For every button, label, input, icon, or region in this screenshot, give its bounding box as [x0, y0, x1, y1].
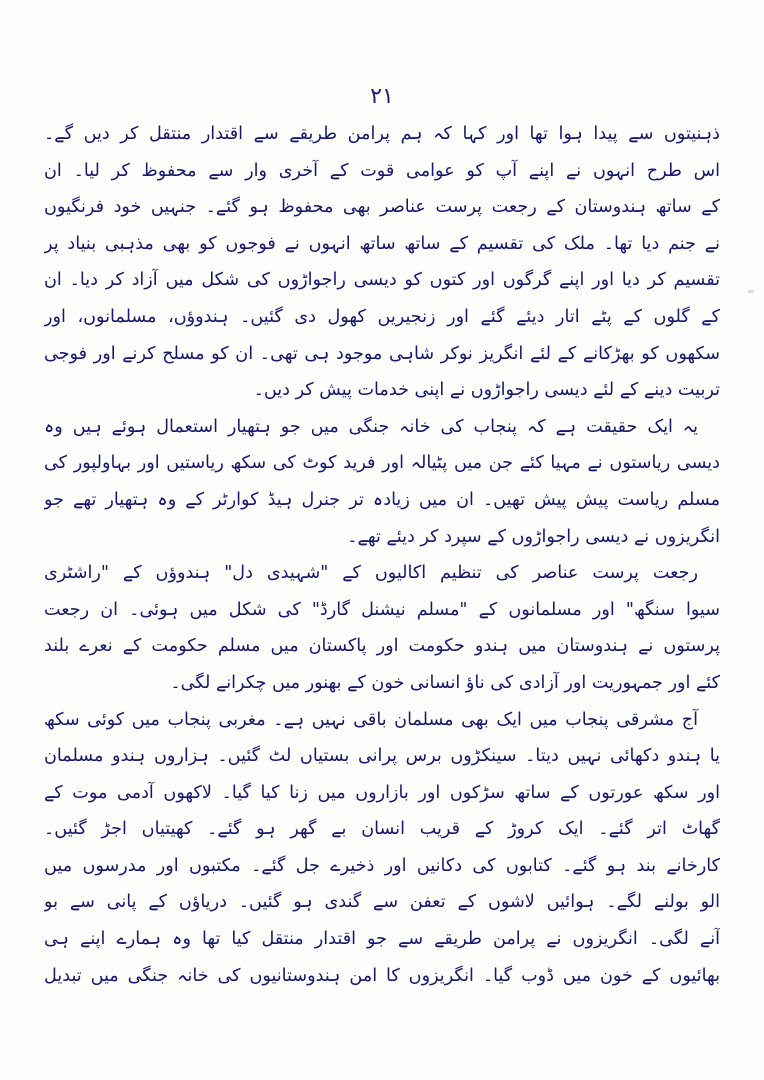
text-line: گھاٹ اتر گئے۔ ایک کروڑ کے قریب انسان بے گھر ہو گئے۔ کھیتیاں اجڑ گئیں۔: [44, 819, 720, 840]
text-line: کے ساتھ ہندوستان کے رجعت پرست عناصر بھی محفوظ ہو گئے۔ جنہیں خود فرنگیوں: [44, 197, 720, 218]
body-text: [44, 116, 720, 994]
page-number: ۲۱: [370, 84, 394, 109]
text-line: اور سکھ عورتوں کے ساتھ سڑکوں اور بازاروں میں زنا کیا گیا۔ لاکھوں آدمی موت کے: [44, 782, 720, 803]
text-line: نے جنم دیا تھا۔ ملک کی تقسیم کے ساتھ ساتھ انہوں نے فوجوں کو بھی مذہبی بنیاد پر: [44, 233, 720, 254]
paragraph-2: [44, 409, 720, 555]
text-line: آنے لگی۔ انگریزوں نے پرامن طریقے سے جو اقتدار منتقل کیا تھا وہ ہمارے اپنے ہی: [44, 929, 720, 950]
text-line: سیوا سنگھ" اور مسلمانوں کے "مسلم نیشنل گارڈ" کی شکل میں ہوئی۔ ان رجعت: [44, 599, 720, 620]
text-line: تربیت دینے کے لئے دیسی راجواڑوں نے اپنی خدمات پیش کر دیں۔: [253, 380, 720, 401]
text-line: پرستوں نے ہندوستان میں ہندو حکومت اور پاکستان میں مسلم حکومت کے نعرے بلند: [44, 636, 720, 657]
text-line: سکھوں کو بھڑکانے کے لئے انگریز نوکر شاہی موجود ہی تھی۔ ان کو مسلح کرنے اور فوجی: [44, 343, 720, 364]
text-line: کے گلوں کے پٹے اتار دیئے گئے اور زنجیریں کھول دی گئیں۔ ہندوؤں، مسلمانوں، اور: [44, 306, 720, 327]
text-line: الو بولنے لگے۔ ہوائیں لاشوں کے تعفن سے گندی ہو گئیں۔ دریاؤں کے پانی سے بو: [44, 892, 720, 913]
text-line: آج مشرقی پنجاب میں ایک بھی مسلمان باقی نہیں ہے۔ مغربی پنجاب میں کوئی سکھ: [44, 709, 698, 730]
text-line: مسلم ریاست پیش پیش تھیں۔ ان میں زیادہ تر جنرل ہیڈ کوارٹر کے وہ ہتھیار تھے جو: [44, 489, 720, 510]
text-line: یہ ایک حقیقت ہے کہ پنجاب کی خانہ جنگی میں جو ہتھیار استعمال ہوئے ہیں وہ: [44, 416, 698, 437]
text-line: بھائیوں کے خون میں ڈوب گیا۔ انگریزوں کا امن ہندوستانیوں کی خانہ جنگی میں تبدیل: [44, 965, 720, 986]
text-line: کئے اور جمہوریت اور آزادی کی ناؤ انسانی خون کے بھنور میں چکرانے لگی۔: [170, 672, 720, 693]
text-line: ذہنیتوں سے پیدا ہوا تھا اور کہا کہ ہم پرامن طریقے سے اقتدار منتقل کر دیں گے۔: [44, 124, 720, 144]
text-line: رجعت پرست عناصر کی تنظیم اکالیوں کے "شہیدی دل" ہندوؤں کے "راشٹری: [44, 563, 698, 584]
text-line: انگریزوں نے دیسی راجواڑوں کے سپرد کر دیئے تھے۔: [347, 526, 720, 547]
text-line: کارخانے بند ہو گئے۔ کتابوں کی دکانیں اور ذخیرے جل گئے۔ مکتبوں اور مدرسوں میں: [44, 855, 720, 876]
text-line: یا ہندو دکھائی نہیں دیتا۔ سینکڑوں برس پرانی بستیاں لٹ گئیں۔ ہزاروں ہندو مسلمان: [44, 746, 720, 767]
paragraph-4: [44, 702, 720, 995]
text-line: دیسی ریاستوں نے مہیا کئے جن میں پٹیالہ اور فرید کوٹ کی سکھ ریاستیں اور بہاولپور کی: [44, 453, 720, 474]
scan-speck: [748, 290, 754, 293]
paragraph-3: [44, 555, 720, 701]
text-line: اس طرح انہوں نے اپنے آپ کو عوامی قوت کے آخری وار سے محفوظ کر لیا۔ ان: [44, 160, 720, 181]
text-line: تقسیم کر دیا اور اپنے گرگوں اور کتوں کو دیسی راجواڑوں کی شکل میں آزاد کر دیا۔ ان: [44, 270, 720, 291]
paragraph-1: [44, 116, 720, 409]
